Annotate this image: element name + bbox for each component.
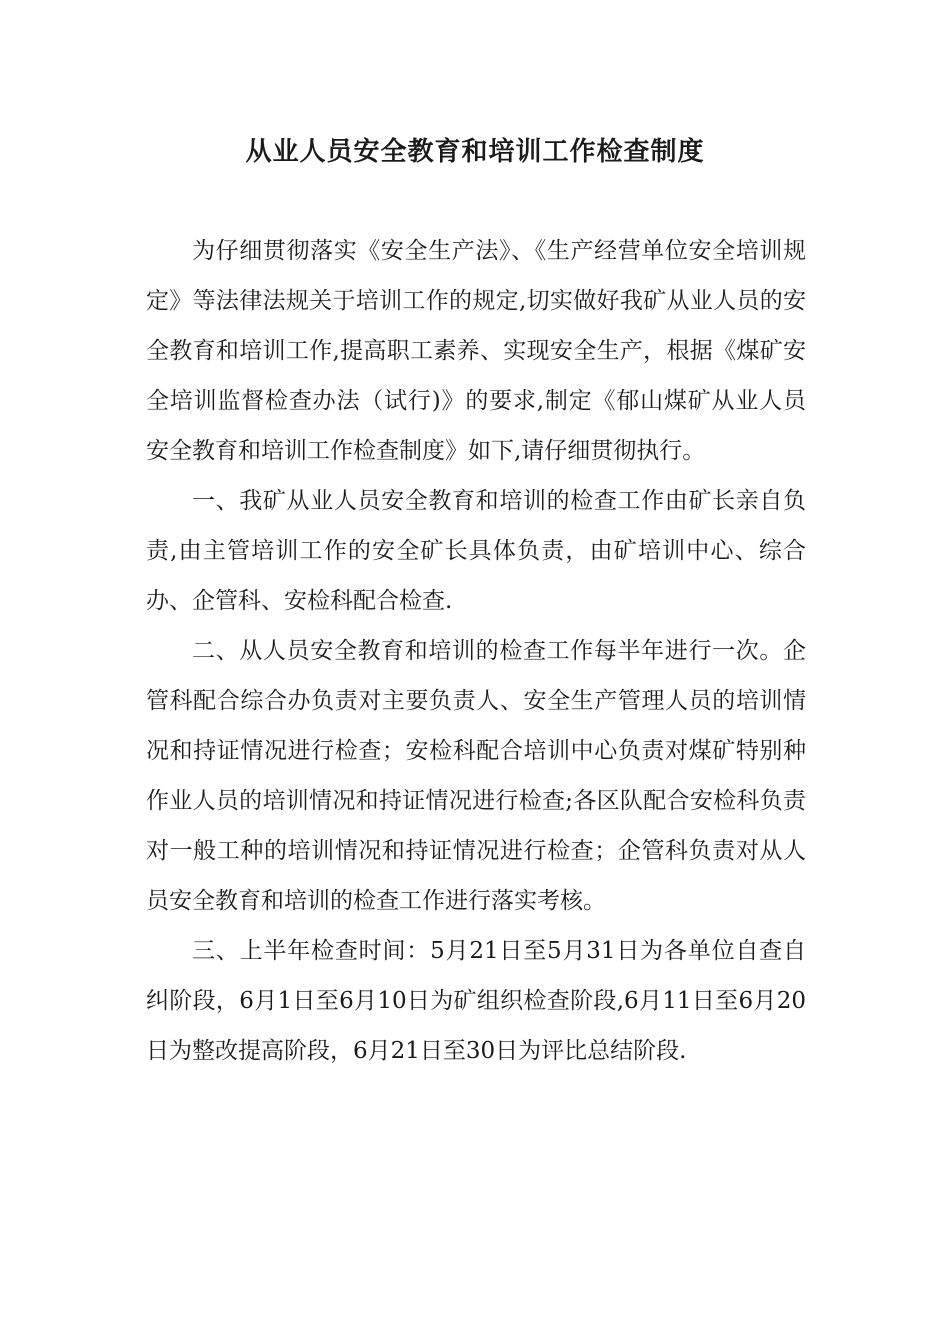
paragraph-item-2: 二、从人员安全教育和培训的检查工作每半年进行一次。企管科配合综合办负责对主要负责人、安全生产管理人员的培训情况和持证情况进行检查；安检科配合培训中心负责对煤矿特别种作业人员的培训情况和持证情况进行检查;各区队配合安检科负责对一般工种的培训情况和持证情况进行检查；企管科负责对从人员安全教育和培训的检查工作进行落实考核。	[146, 638, 806, 914]
document-body	[146, 226, 806, 1076]
paragraph-item-1: 一、我矿从业人员安全教育和培训的检查工作由矿长亲自负责,由主管培训工作的安全矿长具体负责，由矿培训中心、综合办、企管科、安检科配合检查.	[146, 488, 806, 614]
paragraph-intro: 为仔细贯彻落实《安全生产法》、《生产经营单位安全培训规定》等法律法规关于培训工作的规定,切实做好我矿从业人员的安全教育和培训工作,提高职工素养、实现安全生产，根据《煤矿安全培训监督检查办法（试行)》的要求,制定《郁山煤矿从业人员安全教育和培训工作检查制度》如下,请仔细贯彻执行。	[146, 238, 806, 464]
document-title: 从业人员安全教育和培训工作检查制度	[245, 137, 705, 167]
paragraph-item-3: 三、上半年检查时间：5月21日至5月31日为各单位自查自纠阶段，6月1日至6月10日为矿组织检查阶段,6月11日至6月20日为整改提高阶段，6月21日至30日为评比总结阶段.	[146, 938, 806, 1064]
